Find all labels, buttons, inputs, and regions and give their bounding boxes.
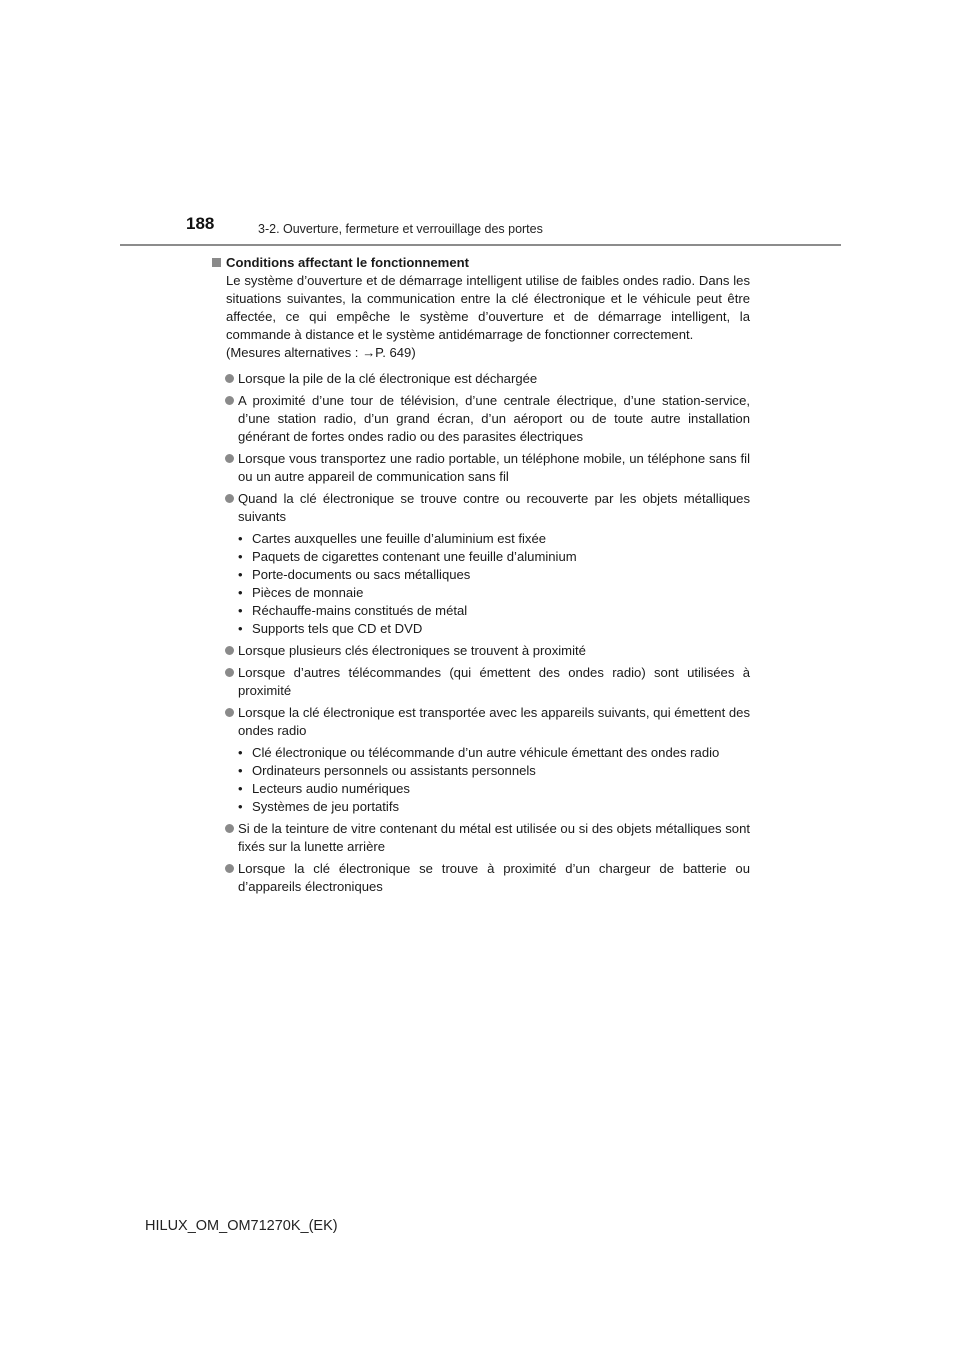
dot-bullet-icon: • — [238, 531, 243, 546]
sub-list-item-text: Lecteurs audio numériques — [252, 781, 410, 796]
list-item — [212, 450, 750, 486]
page-header — [0, 0, 960, 250]
sub-list-item — [238, 548, 750, 566]
circle-bullet-icon — [225, 494, 234, 503]
sub-list — [238, 744, 750, 816]
list-item-text: Lorsque vous transportez une radio portable, un téléphone mobile, un téléphone sans fil ou un autre appareil de communication sans fil — [238, 451, 750, 484]
dot-bullet-icon: • — [238, 799, 243, 814]
dot-bullet-icon: • — [238, 745, 243, 760]
dot-bullet-icon: • — [238, 621, 243, 636]
sub-list-item — [238, 798, 750, 816]
section-title: Conditions affectant le fonctionnement — [226, 255, 469, 270]
circle-bullet-icon — [225, 824, 234, 833]
list-item — [212, 392, 750, 446]
sub-list-item-text: Systèmes de jeu portatifs — [252, 799, 400, 814]
circle-bullet-icon — [225, 454, 234, 463]
list-item-text: Quand la clé électronique se trouve contre ou recouverte par les objets métalliques suivants — [238, 491, 750, 524]
list-item-text: Lorsque plusieurs clés électroniques se trouvent à proximité — [238, 643, 586, 658]
list-item — [212, 370, 750, 388]
list-item-text: Si de la teinture de vitre contenant du métal est utilisée ou si des objets métalliques sont fixés sur la lunette arrière — [238, 821, 750, 854]
circle-bullet-icon — [225, 646, 234, 655]
dot-bullet-icon: • — [238, 781, 243, 796]
sub-list-item-text: Cartes auxquelles une feuille d’aluminium est fixée — [252, 531, 547, 546]
intro-paragraph — [226, 272, 750, 362]
circle-bullet-icon — [225, 668, 234, 677]
sub-list-item — [238, 620, 750, 638]
list-item — [212, 664, 750, 700]
sub-list-item-text: Supports tels que CD et DVD — [252, 621, 423, 636]
list-item — [212, 704, 750, 816]
sub-list-item-text: Clé électronique ou télécommande d’un autre véhicule émettant des ondes radio — [252, 745, 720, 760]
dot-bullet-icon: • — [238, 603, 243, 618]
sub-list-item — [238, 566, 750, 584]
list-item — [212, 490, 750, 638]
list-item — [212, 860, 750, 896]
dot-bullet-icon: • — [238, 585, 243, 600]
circle-bullet-icon — [225, 708, 234, 717]
circle-bullet-icon — [225, 374, 234, 383]
sub-list-item — [238, 780, 750, 798]
list-item — [212, 820, 750, 856]
square-bullet-icon — [212, 258, 221, 267]
list-item — [212, 642, 750, 660]
dot-bullet-icon: • — [238, 763, 243, 778]
chapter-title: 3-2. Ouverture, fermeture et verrouillage des portes — [258, 222, 543, 236]
sub-list-item-text: Ordinateurs personnels ou assistants personnels — [252, 763, 536, 778]
sub-list-item-text: Paquets de cigarettes contenant une feuille d’aluminium — [252, 549, 577, 564]
list-item-text: Lorsque la clé électronique se trouve à proximité d’un chargeur de batterie ou d’appareils électroniques — [238, 861, 750, 894]
list-item-text: Lorsque d’autres télécommandes (qui émettent des ondes radio) sont utilisées à proximité — [238, 665, 750, 698]
dot-bullet-icon: • — [238, 549, 243, 564]
main-content — [212, 254, 750, 900]
sub-list-item — [238, 602, 750, 620]
list-item-text: Lorsque la clé électronique est transportée avec les appareils suivants, qui émettent des ondes radio — [238, 705, 750, 738]
header-divider — [120, 244, 841, 246]
sub-list-item-text: Pièces de monnaie — [252, 585, 364, 600]
sub-list-item — [238, 744, 750, 762]
circle-bullet-icon — [225, 396, 234, 405]
condition-list — [212, 370, 750, 896]
page-number: 188 — [186, 214, 215, 233]
sub-list-item — [238, 530, 750, 548]
circle-bullet-icon — [225, 864, 234, 873]
list-item-text: A proximité d’une tour de télévision, d’une centrale électrique, d’une station-service, d’une station radio, d’un grand écran, d’un aéroport ou de toute autre installation générant de fortes ondes radio ou des parasites électriques — [238, 393, 750, 444]
intro-text: Le système d’ouverture et de démarrage intelligent utilise de faibles ondes radio. Dans les situations suivantes, la communication entre la clé électronique et le véhicule peut être affectée, ce qui empêche le système d’ouverture et de démarrage intelligent, la commande à distance et le système antidémarrage de fonctionner correctement. — [226, 273, 750, 342]
list-item-text: Lorsque la pile de la clé électronique est déchargée — [238, 371, 538, 386]
sub-list-item-text: Réchauffe-mains constitués de métal — [252, 603, 468, 618]
dot-bullet-icon: • — [238, 567, 243, 582]
sub-list-item — [238, 584, 750, 602]
document-code: HILUX_OM_OM71270K_(EK) — [145, 1218, 338, 1234]
sub-list-item — [238, 762, 750, 780]
sub-list — [238, 530, 750, 638]
section-heading — [212, 254, 750, 272]
sub-list-item-text: Porte-documents ou sacs métalliques — [252, 567, 471, 582]
intro-reference: (Mesures alternatives : →P. 649) — [226, 345, 416, 360]
